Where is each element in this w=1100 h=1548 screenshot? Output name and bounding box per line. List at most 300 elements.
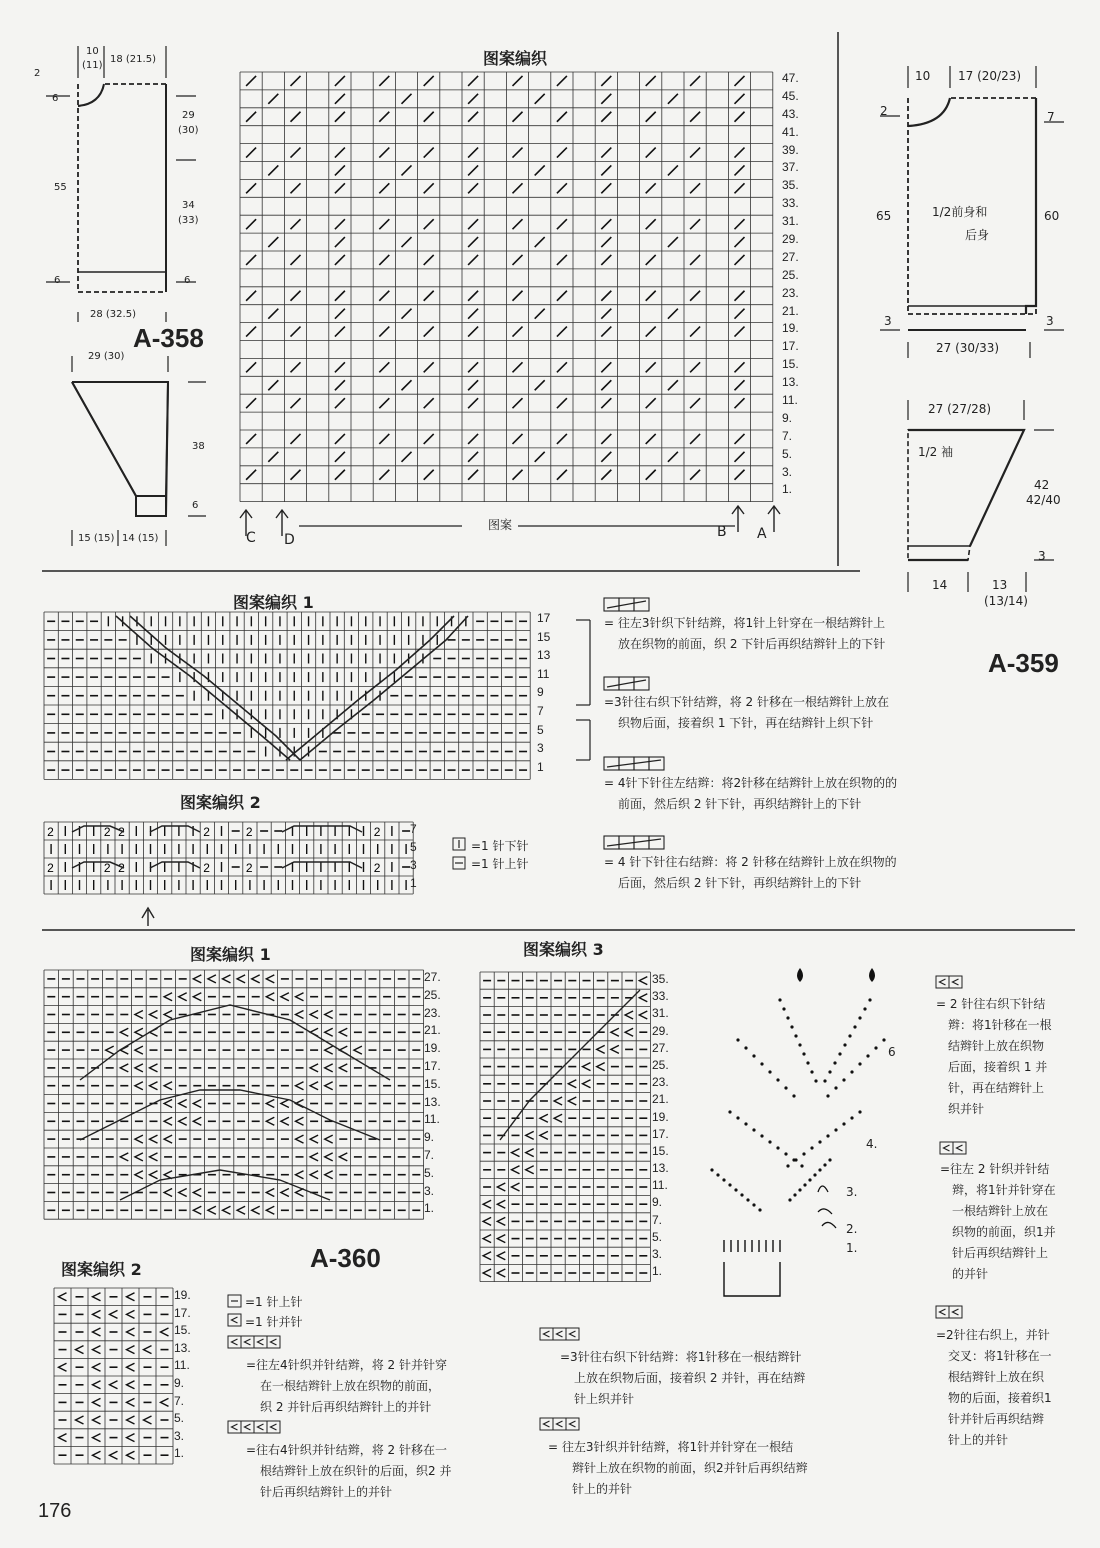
legend-symbol-mark <box>953 979 959 985</box>
diagonal-stitch <box>335 94 345 104</box>
k2tog-stitch <box>611 1045 619 1053</box>
a358-dim-top-a: 10 <box>86 46 99 57</box>
a358-arrow-b: B <box>717 524 727 540</box>
k2tog-stitch <box>193 1117 201 1125</box>
a358-id: A-358 <box>133 323 204 353</box>
diagonal-stitch <box>468 362 478 372</box>
legend-line: = 2 针往右织下针结 <box>936 997 1046 1011</box>
row-number: 43. <box>782 106 799 121</box>
dot <box>858 1062 861 1065</box>
k2tog-stitch <box>540 1114 548 1122</box>
k2tog-stitch <box>193 1206 201 1214</box>
a359-sleeve-bottom-a: 14 <box>932 578 948 592</box>
k2tog-stitch <box>208 1206 216 1214</box>
diagonal-stitch <box>468 434 478 444</box>
dot <box>728 1183 731 1186</box>
k2tog-stitch <box>497 1183 505 1191</box>
cable-count-label: 2 <box>118 861 125 875</box>
legend-symbol-mark <box>544 1331 550 1337</box>
legend-symbol-mark <box>245 1339 251 1345</box>
k2tog-stitch <box>325 1135 333 1143</box>
diagonal-stitch <box>402 452 412 462</box>
dot <box>784 1086 787 1089</box>
k2tog-stitch <box>237 975 245 983</box>
diagonal-stitch <box>246 291 256 301</box>
diagonal-stitch <box>535 94 545 104</box>
diagonal-stitch <box>646 183 656 193</box>
k2tog-stitch <box>526 1149 534 1157</box>
diagonal-stitch <box>513 183 523 193</box>
row-number: 23. <box>652 1075 669 1090</box>
diagonal-stitch <box>646 219 656 229</box>
k2tog-stitch <box>179 1189 187 1197</box>
row-number: 1. <box>652 1264 663 1279</box>
row-number: 11. <box>782 393 798 408</box>
row-number: 39. <box>782 142 799 157</box>
k2tog-stitch <box>223 975 231 983</box>
diagonal-stitch <box>557 327 567 337</box>
diagonal-stitch <box>735 148 745 158</box>
diagonal-stitch <box>335 255 345 265</box>
legend-symbol-cell <box>604 757 619 770</box>
diagonal-stitch <box>646 470 656 480</box>
k2tog-stitch <box>144 1346 152 1354</box>
diagonal-stitch <box>513 470 523 480</box>
a358-dim-top-a2: (11) <box>82 60 103 71</box>
a360-legend-4r: =往右4针织并针结辫，将 2 针移在一 根结辫针上放在织针的后面，织2 并 针后再织结辫针上的并针 <box>246 1443 452 1499</box>
k2tog-stitch <box>93 1416 101 1424</box>
diagonal-stitch <box>557 470 567 480</box>
diagonal-stitch <box>246 398 256 408</box>
a359-chart2-title: 图案编织 2 <box>180 793 261 812</box>
a358-sleeve-rib: 6 <box>192 500 199 511</box>
k2tog-stitch <box>296 1011 304 1019</box>
k2tog-stitch <box>568 1097 576 1105</box>
a359-dim-top-b: 17 (20/23) <box>958 69 1022 83</box>
legend-symbol-cell <box>634 598 649 611</box>
k2tog-stitch <box>540 1131 548 1139</box>
legend-symbol-cell <box>228 1314 241 1326</box>
dot <box>882 1038 885 1041</box>
legend-symbol-mark <box>232 1424 238 1430</box>
diagonal-stitch <box>646 148 656 158</box>
diagonal-stitch <box>468 219 478 229</box>
a359-sleeve-42b: 42/40 <box>1026 493 1061 507</box>
diagonal-stitch <box>379 291 389 301</box>
legend-symbol-cell <box>566 1328 579 1340</box>
a359-dim-65: 65 <box>876 209 892 223</box>
diagonal-stitch <box>424 112 434 122</box>
row-number: 13. <box>174 1340 191 1355</box>
k2tog-stitch <box>179 1117 187 1125</box>
diagonal-stitch <box>268 309 278 319</box>
diagonal-stitch <box>379 219 389 229</box>
legend-symbol-cell <box>540 1328 553 1340</box>
row-number: 5. <box>424 1165 435 1180</box>
diagonal-stitch <box>601 94 611 104</box>
a360-chart2-title: 图案编织 2 <box>61 1260 142 1279</box>
cable-count-label: 2 <box>245 825 253 839</box>
row-number: 19. <box>424 1041 441 1056</box>
k2tog-stitch <box>296 993 304 1001</box>
diagonal-stitch <box>557 148 567 158</box>
legend-symbol-mark <box>232 1339 238 1345</box>
diagonal-stitch <box>557 398 567 408</box>
legend-symbol-mark <box>245 1424 251 1430</box>
legend-line: 后面，接着织 1 并 <box>948 1060 1048 1074</box>
k2tog-stitch <box>512 1149 520 1157</box>
dot <box>828 1158 831 1161</box>
diagonal-stitch <box>335 237 345 247</box>
legend-line: =2针往右织上，并针 <box>936 1328 1050 1342</box>
k2tog-stitch <box>266 1206 274 1214</box>
k2tog-stitch <box>497 1235 505 1243</box>
diagonal-stitch <box>735 165 745 175</box>
row-number: 7 <box>537 703 544 718</box>
row-number: 31. <box>782 214 799 229</box>
a360-right-legend-1-symbol <box>936 976 962 988</box>
diagonal-stitch <box>601 470 611 480</box>
legend-symbol-cell <box>228 1421 241 1433</box>
diagonal-stitch <box>601 362 611 372</box>
legend-symbol-mark <box>557 1331 563 1337</box>
diagonal-stitch <box>335 76 345 86</box>
diagonal-stitch <box>379 255 389 265</box>
row-number: 7. <box>424 1147 435 1162</box>
cable-count-label: 2 <box>203 825 210 839</box>
diagonal-stitch <box>557 112 567 122</box>
row-number: 9 <box>537 685 544 700</box>
k2tog-stitch <box>625 1011 633 1019</box>
diagonal-stitch <box>690 362 700 372</box>
row-number: 7 <box>410 822 417 836</box>
dot <box>784 1152 787 1155</box>
dot <box>808 1178 811 1181</box>
k2tog-stitch <box>208 975 216 983</box>
a358-dim-34b: (33) <box>178 215 199 226</box>
diagonal-stitch <box>735 76 745 86</box>
row-number: 21. <box>652 1092 669 1107</box>
k2tog-stitch <box>106 1046 114 1054</box>
a360-legend-purl: =1 针上针 <box>245 1295 303 1309</box>
row-number: 15. <box>782 357 799 372</box>
a358-dim-29: 29 <box>182 110 195 121</box>
diagonal-stitch <box>735 255 745 265</box>
legend-line: 交叉：将1针移在一 <box>948 1349 1052 1363</box>
diagonal-stitch <box>535 165 545 175</box>
diagonal-stitch <box>668 237 678 247</box>
diagonal-stitch <box>646 291 656 301</box>
diagonal-stitch <box>601 112 611 122</box>
a358-sleeve-outline <box>72 382 168 516</box>
dot <box>848 1034 851 1037</box>
row-number: 13. <box>424 1094 441 1109</box>
row-number: 11. <box>424 1112 440 1127</box>
a360-legend-3l-symbol <box>540 1418 579 1430</box>
a358-sleeve-bottom-b: 14 (15) <box>122 533 159 544</box>
dot <box>736 1116 739 1119</box>
row-number: 23. <box>782 285 799 300</box>
diagonal-stitch <box>424 470 434 480</box>
a359-chart2-cable <box>282 826 362 868</box>
k2tog-stitch <box>150 1011 158 1019</box>
k2tog-stitch <box>483 1235 491 1243</box>
dot <box>710 1168 713 1171</box>
k2tog-stitch <box>135 1028 143 1036</box>
row-number: 11. <box>174 1358 190 1373</box>
row-number: 19. <box>652 1109 669 1124</box>
diagonal-stitch <box>379 362 389 372</box>
diagonal-stitch <box>535 309 545 319</box>
dot <box>823 1163 826 1166</box>
a360-right-legend-2-symbol <box>940 1142 966 1154</box>
k2tog-stitch <box>93 1363 101 1371</box>
row-number: 9. <box>174 1375 185 1390</box>
diagonal-stitch <box>535 452 545 462</box>
diagonal-stitch <box>668 94 678 104</box>
a360-legend-4l-symbol <box>228 1336 280 1348</box>
diagonal-stitch <box>468 452 478 462</box>
a358-body-outline <box>78 84 166 292</box>
dot <box>850 1116 853 1119</box>
k2tog-stitch <box>135 1064 143 1072</box>
k2tog-stitch <box>110 1451 118 1459</box>
a360-legend-3r: =3针往右织下针结辫：将1针移在一根结辫针 上放在织物后面，接着织 2 并针，再在结辫 针上织并针 <box>560 1350 806 1406</box>
a358-arrow-c: C <box>246 530 256 546</box>
a360-right-legend-3-symbol <box>936 1306 962 1318</box>
row-number: 1 <box>537 759 544 774</box>
row-number: 1. <box>174 1446 185 1461</box>
k2tog-stitch <box>310 1082 318 1090</box>
k2tog-stitch <box>135 1171 143 1179</box>
legend-line: =往左 2 针织并针结 <box>940 1162 1050 1176</box>
diagonal-stitch <box>335 309 345 319</box>
diagonal-stitch <box>291 362 301 372</box>
k2tog-stitch <box>512 1166 520 1174</box>
k2tog-stitch <box>325 1046 333 1054</box>
diagonal-stitch <box>246 327 256 337</box>
k2tog-stitch <box>310 1064 318 1072</box>
cable-count-label: 2 <box>373 825 381 839</box>
dot <box>834 1128 837 1131</box>
dot <box>868 998 871 1001</box>
row-number: 9. <box>782 410 793 425</box>
diagonal-stitch <box>246 255 256 265</box>
row-number: 11 <box>537 666 550 681</box>
a360-legend-3r-symbol <box>540 1328 579 1340</box>
dot <box>782 1007 785 1010</box>
diagonal-stitch <box>735 94 745 104</box>
diagonal-stitch <box>468 327 478 337</box>
diagonal-stitch <box>557 291 567 301</box>
a359-chart1-cable-right2 <box>286 616 454 760</box>
diagonal-stitch <box>335 291 345 301</box>
k2tog-stitch <box>144 1416 152 1424</box>
row-number: 17. <box>652 1126 669 1141</box>
diagonal-stitch <box>557 362 567 372</box>
diagonal-stitch <box>268 452 278 462</box>
legend-symbol-cell <box>634 677 649 690</box>
k2tog-stitch <box>127 1363 135 1371</box>
a359-dim-rib-l: 3 <box>884 314 892 328</box>
a359-dim-left-2: 2 <box>880 104 888 118</box>
k2tog-stitch <box>296 1117 304 1125</box>
page-number: 176 <box>38 1500 72 1522</box>
k2tog-stitch <box>497 1252 505 1260</box>
row-number: 11. <box>652 1178 668 1193</box>
dot <box>850 1070 853 1073</box>
diagonal-stitch <box>424 76 434 86</box>
k2tog-stitch <box>93 1346 101 1354</box>
legend-symbol-mark <box>570 1421 576 1427</box>
diagonal-stitch <box>513 112 523 122</box>
a359-dim-right-7: 7 <box>1047 110 1055 124</box>
a360-chart1-title: 图案编织 1 <box>190 945 271 964</box>
row-number: 17. <box>782 339 799 354</box>
diagonal-stitch <box>291 112 301 122</box>
row-number: 27. <box>782 249 799 264</box>
k2tog-stitch <box>135 1082 143 1090</box>
dot <box>768 1140 771 1143</box>
legend-symbol-cell <box>241 1336 254 1348</box>
a360-legend-4r-symbol <box>228 1421 280 1433</box>
a358-grid-symbols <box>246 76 744 480</box>
diagonal-stitch <box>690 148 700 158</box>
diagonal-stitch <box>402 94 412 104</box>
diagonal-stitch <box>557 183 567 193</box>
diagonal-stitch <box>468 291 478 301</box>
diagonal-stitch <box>557 255 567 265</box>
dot <box>728 1110 731 1113</box>
legend-symbol-mark <box>271 1424 277 1430</box>
dot <box>752 1203 755 1206</box>
cable-count-label: 2 <box>103 825 111 839</box>
legend-symbol-cell <box>604 677 619 690</box>
k2tog-stitch <box>583 1063 591 1071</box>
legend-symbol-mark <box>258 1339 264 1345</box>
row-number: 3. <box>174 1428 185 1443</box>
a360-chart1-curve <box>80 1090 380 1140</box>
legend-symbol-cell <box>949 1306 962 1318</box>
diagonal-stitch <box>335 327 345 337</box>
legend-symbol-mark <box>940 1309 946 1315</box>
diagonal-stitch <box>601 148 611 158</box>
k2tog-stitch <box>325 1171 333 1179</box>
legend-line: 结辫针上放在织物 <box>948 1039 1045 1053</box>
a359-chart1-cable-right <box>300 616 468 760</box>
k2tog-stitch <box>110 1381 118 1389</box>
diagonal-stitch <box>246 219 256 229</box>
a359-sleeve-bottom-b2: (13/14) <box>984 594 1028 608</box>
row-number: 19. <box>174 1288 191 1302</box>
diagonal-stitch <box>291 148 301 158</box>
a358-grid <box>240 72 773 502</box>
dot <box>722 1178 725 1181</box>
dot <box>792 1094 795 1097</box>
row-number: 29. <box>652 1023 669 1038</box>
a360-chart3-title: 图案编织 3 <box>523 940 604 959</box>
diagonal-stitch <box>557 76 567 86</box>
k2tog-stitch <box>325 1028 333 1036</box>
diagonal-stitch <box>335 398 345 408</box>
a360-chart3-rows <box>652 972 669 1281</box>
diagonal-stitch <box>557 219 567 229</box>
k2tog-stitch <box>161 1328 169 1336</box>
diagonal-stitch <box>335 380 345 390</box>
a359-legend-4l: = 4针下针往左结辫：将2针移在结辫针上放在织物的的 前面，然后织 2 针下针，再织结辫针上的下针 <box>604 776 898 811</box>
diagonal-stitch <box>246 112 256 122</box>
pin-marker <box>869 968 875 982</box>
diagonal-stitch <box>424 291 434 301</box>
k2tog-stitch <box>611 1028 619 1036</box>
dot <box>768 1070 771 1073</box>
k2tog-stitch <box>281 1117 289 1125</box>
k2tog-stitch <box>296 1189 304 1197</box>
row-number: 21. <box>782 303 799 318</box>
diagonal-stitch <box>468 237 478 247</box>
a360-diag-label-6: 6 <box>888 1045 896 1059</box>
a358-arrow-b-shape <box>732 506 744 532</box>
row-number: 25. <box>652 1057 669 1072</box>
legend-line: 的并针 <box>952 1267 989 1281</box>
k2tog-stitch <box>266 1117 274 1125</box>
diagonal-stitch <box>402 237 412 247</box>
a360-legend-4l: =往左4针织并针结辫，将 2 针并针穿 在一根结辫针上放在织物的前面， 织 2 并针后再织结辫针上的并针 <box>246 1358 447 1414</box>
diagonal-stitch <box>601 237 611 247</box>
dot <box>826 1094 829 1097</box>
cable-count-label: 2 <box>203 861 210 875</box>
diagonal-stitch <box>513 219 523 229</box>
a359-legend-symbol-2 <box>604 677 649 690</box>
diagonal-stitch <box>513 398 523 408</box>
diagonal-stitch <box>335 362 345 372</box>
dot <box>818 1168 821 1171</box>
a358-grid-title: 图案编织 <box>483 49 548 68</box>
row-number: 13. <box>652 1161 669 1176</box>
diagonal-stitch <box>601 183 611 193</box>
diagonal-stitch <box>291 327 301 337</box>
dot <box>823 1079 826 1082</box>
dot <box>716 1173 719 1176</box>
legend-symbol-cell <box>267 1336 280 1348</box>
a360-diag-label-1: 1. <box>846 1241 858 1255</box>
row-number: 25. <box>424 987 441 1002</box>
diagonal-stitch <box>268 94 278 104</box>
legend-symbol-mark <box>957 1145 963 1151</box>
a359-legend-purl: =1 针上针 <box>471 857 529 871</box>
legend-symbol-cell <box>940 1142 953 1154</box>
legend-symbol-cell <box>553 1328 566 1340</box>
legend-symbol-mark <box>544 1421 550 1427</box>
legend-symbol-cell <box>649 757 664 770</box>
row-number: 17. <box>424 1058 441 1073</box>
diagonal-stitch <box>735 327 745 337</box>
k2tog-stitch <box>554 1114 562 1122</box>
a358-sleeve-38: 38 <box>192 441 205 452</box>
k2tog-stitch <box>266 1189 274 1197</box>
a359-dim-bottom: 27 (30/33) <box>936 341 1000 355</box>
dot <box>813 1173 816 1176</box>
diagonal-stitch <box>601 76 611 86</box>
a360-dot-diagram <box>710 968 885 1296</box>
k2tog-stitch <box>127 1381 135 1389</box>
row-number: 17 <box>537 611 551 625</box>
k2tog-stitch <box>266 1100 274 1108</box>
a360-diag-label-3: 3. <box>846 1185 858 1199</box>
k2tog-stitch <box>281 1189 289 1197</box>
diagonal-stitch <box>646 398 656 408</box>
dot <box>826 1134 829 1137</box>
